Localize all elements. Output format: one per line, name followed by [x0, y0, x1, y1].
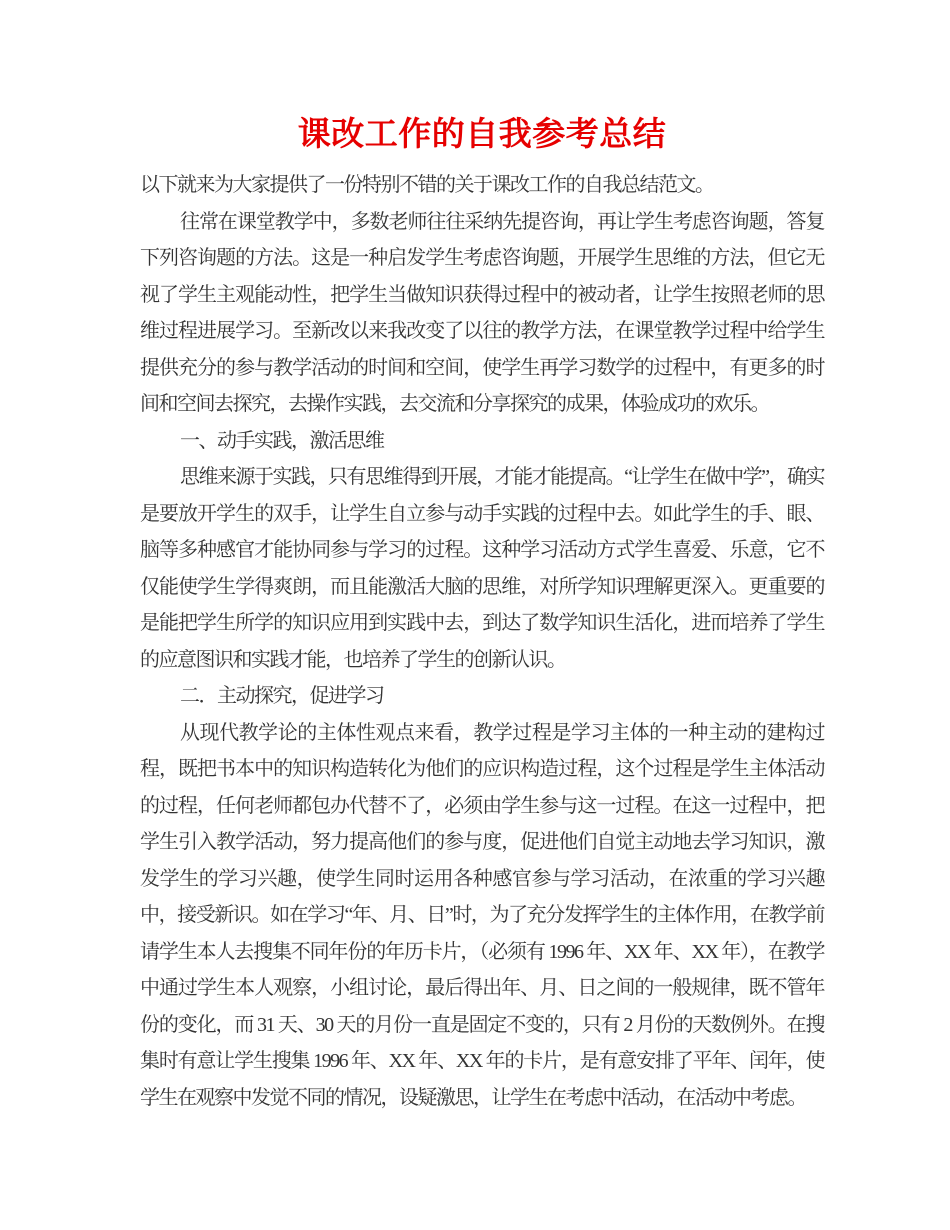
- section-heading: 二．主动探究，促进学习: [180, 685, 384, 707]
- section-heading: 一、动手实践，激活思维: [180, 429, 384, 452]
- paragraph: 思维来源于实践，只有思维得到开展，才能才能提高。“让学生在做中学”，确实是要放开学生的双手，让学生自立参与动手实践的过程中去。如此学生的手、眼、脑等多种感官才能协同参与学习的过程。这种学习活动方式学生喜爱、乐意，它不仅能使学生学得爽朗，而且能激活大脑的思维，对所学知识理解更深入。更重要的是能把学生所学的知识应用到实践中去，到达了数学知识生活化，进而培养了学生的应意图识和实践才能，也培养了学生的创新认识。: [140, 466, 824, 671]
- document-title: 课改工作的自我参考总结: [297, 115, 667, 152]
- document-body: [140, 167, 824, 1116]
- paragraph: 往常在课堂教学中，多数老师往往采纳先提咨询，再让学生考虑咨询题，答复下列咨询题的方法。这是一种启发学生考虑咨询题，开展学生思维的方法，但它无视了学生主观能动性，把学生当做知识获得过程中的被动者，让学生按照老师的思维过程进展学习。至新改以来我改变了以往的教学方法，在课堂教学过程中给学生提供充分的参与教学活动的时间和空间，使学生再学习数学的过程中，有更多的时间和空间去探究，去操作实践，去交流和分享探究的成果，体验成功的欢乐。: [140, 210, 824, 415]
- paragraph: 从现代教学论的主体性观点来看，教学过程是学习主体的一种主动的建构过程，既把书本中的知识构造转化为他们的应识构造过程，这个过程是学生主体活动的过程，任何老师都包办代替不了，必须由学生参与这一过程。在这一过程中，把学生引入教学活动，努力提高他们的参与度，促进他们自觉主动地去学习知识，激发学生的学习兴趣，使学生同时运用各种感官参与学习活动，在浓重的学习兴趣中，接受新识。如在学习“年、月、日”时，为了充分发挥学生的主体作用，在教学前请学生本人去搜集不同年份的年历卡片，（必须有 1996 年、XX 年、XX 年），在教学中通过学生本人观察，小组讨论，最后得出年、月、日之间的一般规律，既不管年份的变化，而 31 天、30 天的月份一直是固定不变的，只有 2 月份的天数例外。在搜集时有意让学生搜集 1996 年、XX 年、XX 年的卡片，是有意安排了平年、闰年，使学生在观察中发觉不同的情况，设疑激思，让学生在考虑中活动，在活动中考虑。: [140, 721, 824, 1109]
- paragraph: 以下就来为大家提供了一份特别不错的关于课改工作的自我总结范文。: [140, 174, 714, 196]
